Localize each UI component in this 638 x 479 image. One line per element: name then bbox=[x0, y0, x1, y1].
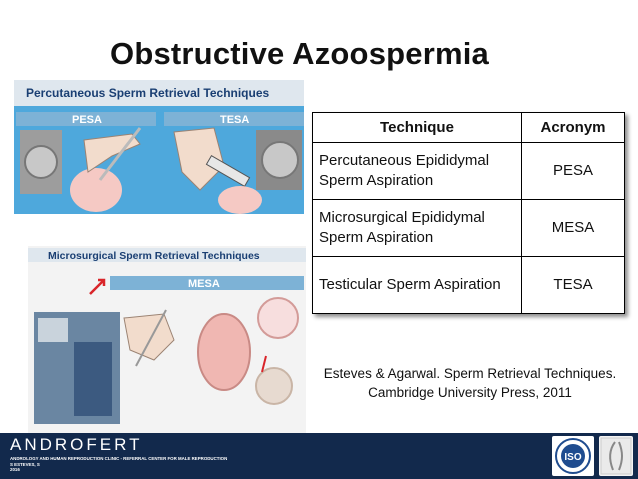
iso-logo-text: ISO bbox=[564, 452, 582, 463]
table-row bbox=[313, 143, 625, 200]
footer-line-1: ANDROLOGY AND HUMAN REPRODUCTION CLINIC - REFERRAL CENTER FOR MALE REPRODUCTION bbox=[10, 456, 228, 461]
anatomy-logo-icon bbox=[599, 436, 633, 476]
mesa-label: MESA bbox=[188, 278, 220, 290]
technique-cell: Microsurgical Epididymal Sperm Aspiration bbox=[313, 200, 522, 257]
footer-line-3: 2016 bbox=[10, 467, 20, 472]
sperm-retrieval-figure bbox=[14, 80, 306, 433]
top-banner-text: Percutaneous Sperm Retrieval Techniques bbox=[26, 86, 270, 100]
pesa-testis bbox=[70, 168, 122, 212]
table-header-acronym: Acronym bbox=[522, 113, 625, 143]
pesa-magnifier-icon bbox=[25, 146, 57, 178]
table-row bbox=[313, 200, 625, 257]
brand-logo: ANDROFERT bbox=[10, 435, 143, 454]
surgery-photo-light bbox=[38, 318, 68, 342]
iso-logo-icon bbox=[552, 436, 594, 476]
mesa-inset-circle bbox=[258, 298, 298, 338]
footer-text bbox=[10, 456, 310, 473]
mesa-banner-text: Microsurgical Sperm Retrieval Techniques bbox=[48, 250, 260, 262]
technique-cell: Testicular Sperm Aspiration bbox=[313, 257, 522, 314]
table-header-technique: Technique bbox=[313, 113, 522, 143]
mesa-testis bbox=[198, 314, 250, 390]
acronym-cell: MESA bbox=[522, 200, 625, 257]
footer-line-2: S ESTEVES, S bbox=[10, 461, 40, 467]
tesa-label: TESA bbox=[220, 114, 250, 126]
footer-bar bbox=[0, 433, 638, 479]
surgery-photo-staff bbox=[74, 342, 112, 416]
slide-title: Obstructive Azoospermia bbox=[110, 36, 489, 71]
mesa-microscope-view bbox=[256, 368, 292, 404]
citation bbox=[300, 364, 638, 402]
citation-line-2: Cambridge University Press, 2011 bbox=[368, 385, 572, 400]
technique-table bbox=[312, 112, 625, 314]
citation-line-1: Esteves & Agarwal. Sperm Retrieval Techniques. bbox=[323, 366, 617, 381]
tesa-magnifier-icon bbox=[262, 142, 298, 178]
technique-cell: Percutaneous Epididymal Sperm Aspiration bbox=[313, 143, 522, 200]
acronym-cell: PESA bbox=[522, 143, 625, 200]
acronym-cell: TESA bbox=[522, 257, 625, 314]
pesa-label: PESA bbox=[72, 114, 102, 126]
table-header-row bbox=[313, 113, 625, 143]
table-row bbox=[313, 257, 625, 314]
tesa-testis bbox=[218, 186, 262, 214]
